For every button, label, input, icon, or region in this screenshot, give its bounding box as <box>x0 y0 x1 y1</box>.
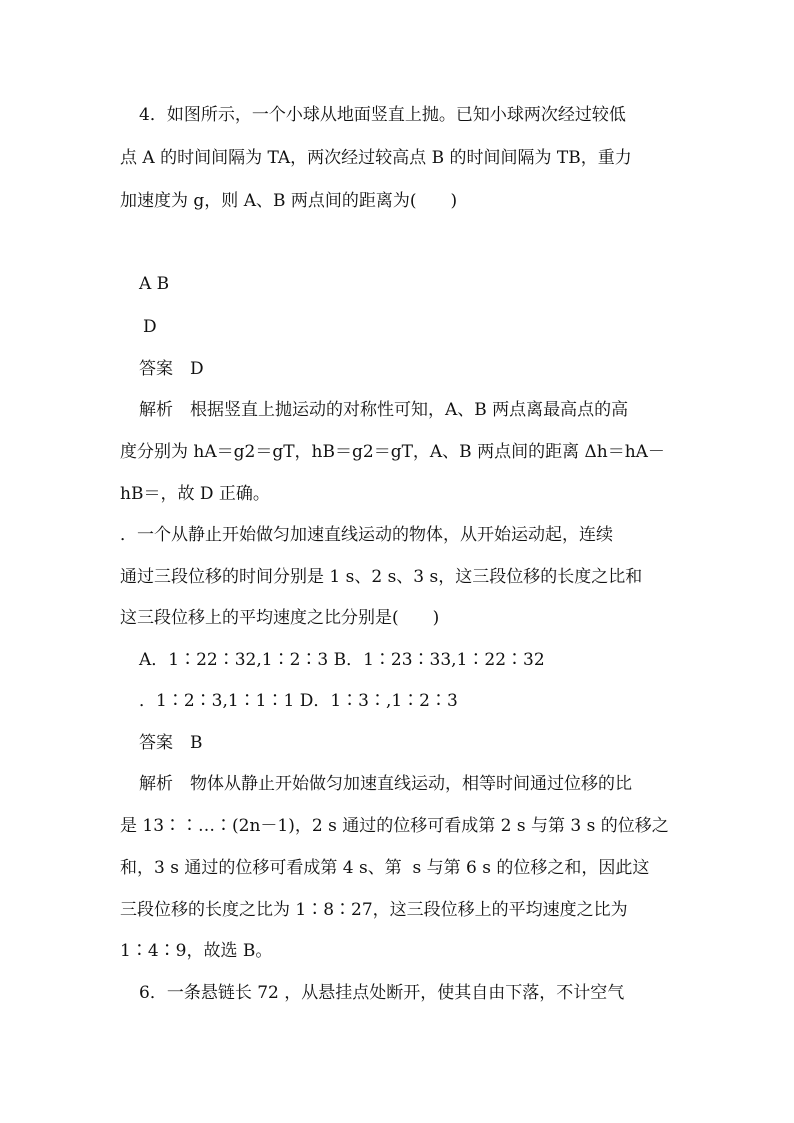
analysis-5-line-4: 三段位移的长度之比为 1∶8∶27，这三段位移上的平均速度之比为 <box>120 900 628 920</box>
question-4-line-3: 加速度为 g，则 A、B 两点间的距离为( ) <box>120 191 458 211</box>
question-5-line-1: ．一个从静止开始做匀加速直线运动的物体，从开始运动起，连续 <box>120 525 613 545</box>
analysis-5-line-1: 解析 物体从静止开始做匀加速直线运动，相等时间通过位移的比 <box>139 774 632 794</box>
analysis-4-line-1: 解析 根据竖直上抛运动的对称性可知，A、B 两点离最高点的高 <box>139 400 629 420</box>
question-5-line-3: 这三段位移上的平均速度之比分别是( ) <box>120 608 440 628</box>
analysis-5-line-2: 是 13∶∶…∶(2n－1)，2 s 通过的位移可看成第 2 s 与第 3 s 的位移之 <box>120 816 669 836</box>
option-d: D <box>143 317 157 337</box>
analysis-5-line-3: 和，3 s 通过的位移可看成第 4 s、第 s 与第 6 s 的位移之和，因此这 <box>120 858 650 878</box>
answer-4: 答案 D <box>139 359 204 379</box>
question-6-line-1: 6．一条悬链长 72 ，从悬挂点处断开，使其自由下落，不计空气 <box>139 983 625 1003</box>
analysis-4-line-2: 度分别为 hA＝g2＝gT，hB＝g2＝gT，A、B 两点间的距离 Δh＝hA－ <box>120 442 665 462</box>
question-5-line-2: 通过三段位移的时间分别是 1 s、2 s、3 s，这三段位移的长度之比和 <box>120 567 643 587</box>
analysis-5-line-5: 1∶4∶9，故选 B。 <box>120 941 273 961</box>
question-5-options-ab: A．1∶22∶32,1∶2∶3 B．1∶23∶33,1∶22∶32 <box>139 650 545 670</box>
question-4-line-1: 4．如图所示，一个小球从地面竖直上抛。已知小球两次经过较低 <box>139 105 626 125</box>
question-4-line-2: 点 A 的时间间隔为 TA，两次经过较高点 B 的时间间隔为 TB，重力 <box>120 148 632 168</box>
option-a-b: A B <box>139 274 170 294</box>
question-5-options-cd: ．1∶2∶3,1∶1∶1 D．1∶3∶,1∶2∶3 <box>139 691 458 711</box>
answer-5: 答案 B <box>139 733 203 753</box>
analysis-4-line-3: hB＝，故 D 正确。 <box>120 484 270 504</box>
